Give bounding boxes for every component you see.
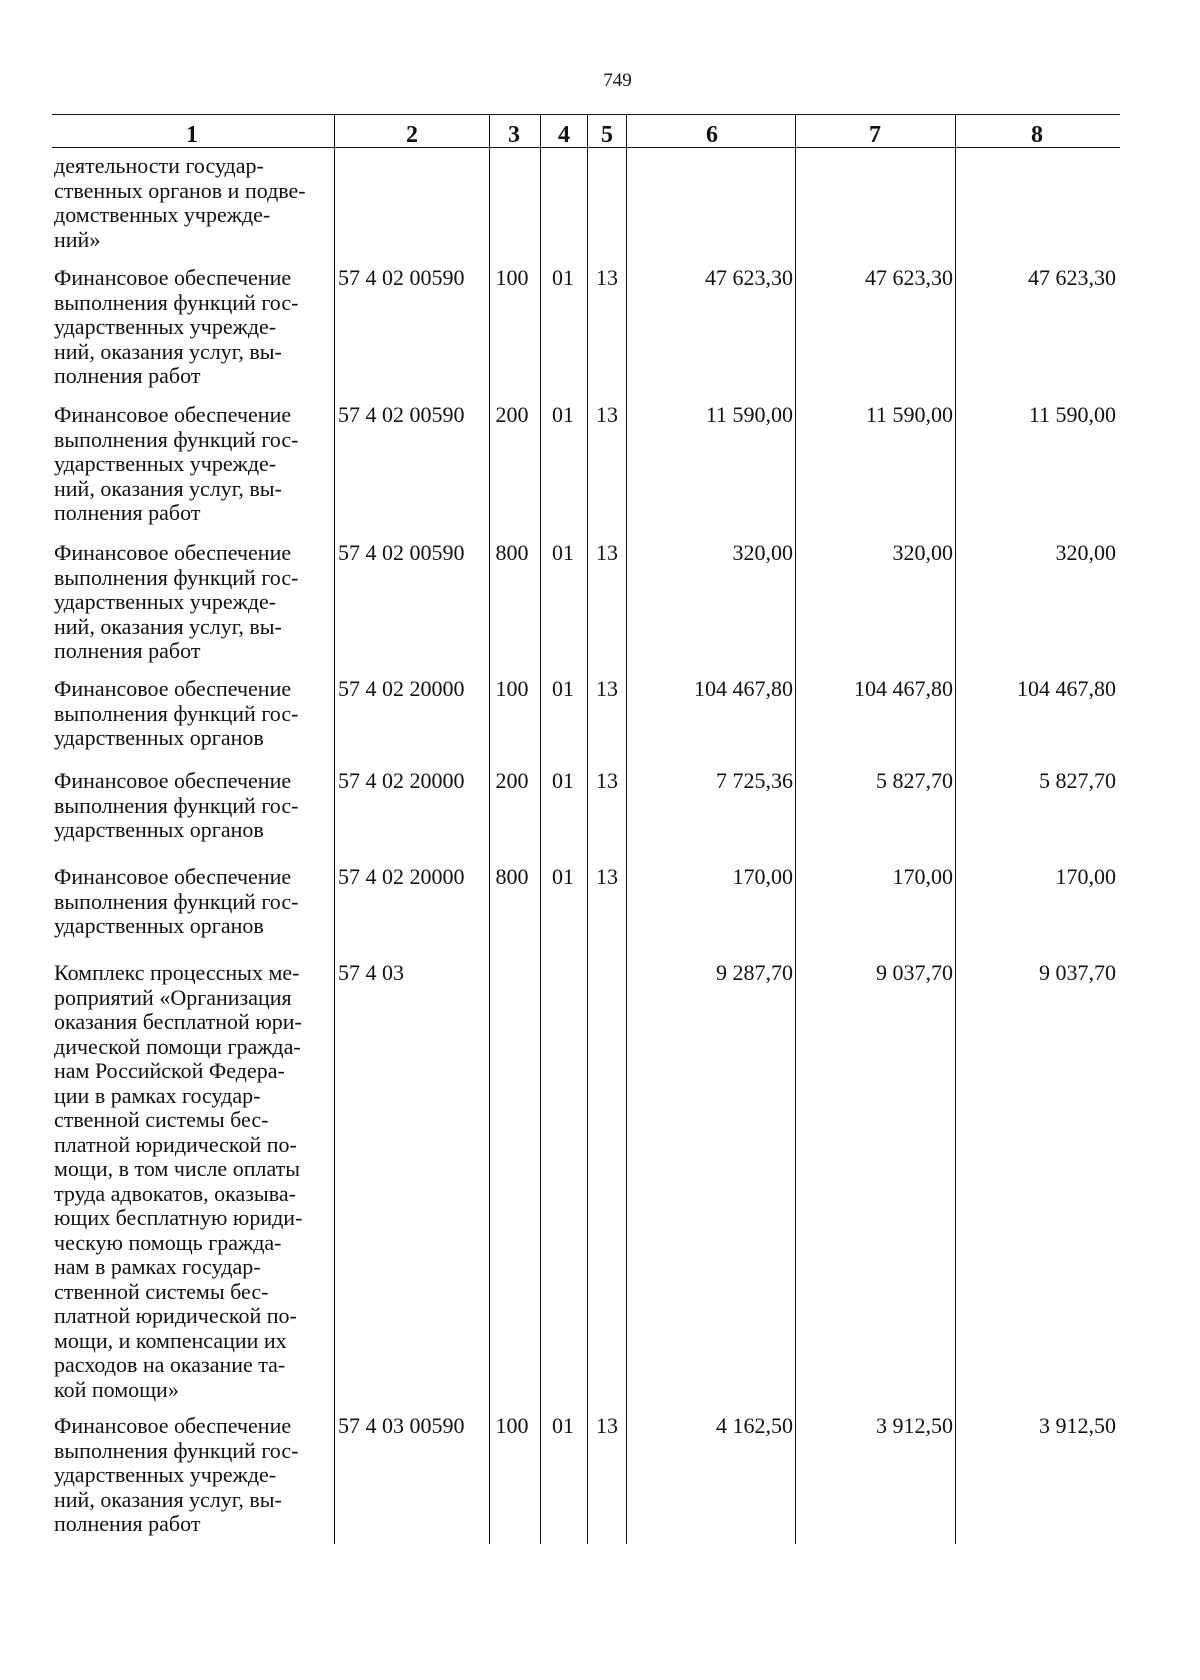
amount-col-7: 11 590,00	[865, 402, 953, 427]
column-header-2: 2	[406, 122, 418, 148]
column-divider	[334, 114, 335, 1544]
expense-type-code: 100	[495, 265, 529, 290]
description-line: кой помощи»	[54, 1376, 179, 1402]
description-line: Комплекс процессных ме-	[54, 960, 300, 985]
section-code: 01	[552, 265, 574, 290]
description-line: платной юридической по-	[54, 1303, 297, 1328]
column-header-3: 3	[508, 122, 520, 148]
description-line: ударственных учрежде-	[54, 589, 277, 614]
column-divider	[587, 114, 588, 1544]
section-code: 01	[552, 864, 574, 889]
amount-col-6: 9 287,70	[716, 960, 793, 985]
amount-col-6: 170,00	[732, 864, 793, 889]
description-line: Финансовое обеспечение	[54, 1413, 292, 1438]
description-line: ударственных органов	[54, 817, 264, 842]
description-line: Финансовое обеспечение	[54, 540, 292, 565]
amount-col-7: 170,00	[892, 864, 953, 889]
target-article-code: 57 4 02 00590	[338, 540, 465, 565]
page-number: 749	[603, 70, 632, 91]
amount-col-8: 104 467,80	[1017, 676, 1116, 701]
column-divider	[489, 114, 490, 1544]
description-line: ударственных учрежде-	[54, 314, 277, 339]
table-row-description	[54, 541, 328, 664]
subsection-code: 13	[596, 864, 618, 889]
target-article-code: 57 4 02 20000	[338, 768, 465, 793]
budget-table	[52, 114, 1120, 1544]
description-line: полнения работ	[54, 500, 201, 525]
description-line: ний, оказания услуг, вы-	[54, 475, 282, 501]
table-row-description	[54, 769, 328, 843]
section-code: 01	[552, 1413, 574, 1438]
column-header-4: 4	[558, 122, 570, 148]
amount-col-7: 104 467,80	[854, 676, 953, 701]
section-code: 01	[552, 676, 574, 701]
section-code: 01	[552, 402, 574, 427]
expense-type-code: 800	[495, 540, 529, 565]
expense-type-code: 200	[495, 402, 529, 427]
subsection-code: 13	[596, 265, 618, 290]
amount-col-6: 320,00	[732, 540, 793, 565]
table-row-description	[54, 865, 328, 939]
description-line: ний, оказания услуг, вы-	[54, 338, 282, 364]
amount-col-6: 47 623,30	[705, 265, 793, 290]
amount-col-8: 170,00	[1055, 864, 1116, 889]
target-article-code: 57 4 02 20000	[338, 676, 465, 701]
description-line: труда адвокатов, оказыва-	[54, 1180, 296, 1206]
description-line: дической помощи гражда-	[54, 1033, 301, 1059]
amount-col-7: 47 623,30	[865, 265, 953, 290]
description-line: выполнения функций гос-	[54, 1437, 299, 1463]
amount-col-6: 4 162,50	[716, 1413, 793, 1438]
column-header-1: 1	[186, 122, 198, 148]
column-divider	[626, 114, 627, 1544]
amount-col-8: 47 623,30	[1028, 265, 1116, 290]
column-header-6: 6	[706, 122, 718, 148]
description-line: ческую помощь гражда-	[54, 1229, 282, 1255]
target-article-code: 57 4 02 00590	[338, 402, 465, 427]
table-row-description	[54, 403, 328, 526]
description-line: ударственных учрежде-	[54, 1462, 277, 1487]
description-line: выполнения функций гос-	[54, 792, 299, 818]
column-divider	[795, 114, 796, 1544]
description-line: выполнения функций гос-	[54, 426, 299, 452]
amount-col-6: 104 467,80	[694, 676, 793, 701]
amount-col-7: 9 037,70	[876, 960, 953, 985]
amount-col-6: 7 725,36	[716, 768, 793, 793]
description-line: полнения работ	[54, 1511, 201, 1536]
description-line: нам в рамках государ-	[54, 1254, 261, 1279]
subsection-code: 13	[596, 768, 618, 793]
column-divider	[540, 114, 541, 1544]
description-line: ний»	[54, 226, 101, 252]
amount-col-8: 11 590,00	[1028, 402, 1116, 427]
description-line: ударственных учрежде-	[54, 451, 277, 476]
amount-col-8: 5 827,70	[1039, 768, 1116, 793]
description-line: мощи, и компенсации их	[54, 1327, 287, 1353]
description-line: мощи, в том числе оплаты	[54, 1156, 301, 1181]
description-line: Финансовое обеспечение	[54, 768, 292, 793]
description-line: Финансовое обеспечение	[54, 864, 292, 889]
description-line: Финансовое обеспечение	[54, 265, 292, 290]
column-header-7: 7	[869, 122, 881, 148]
subsection-code: 13	[596, 1413, 618, 1438]
section-code: 01	[552, 768, 574, 793]
subsection-code: 13	[596, 676, 618, 701]
expense-type-code: 200	[495, 768, 529, 793]
table-row-description	[54, 154, 328, 252]
amount-col-8: 320,00	[1055, 540, 1116, 565]
description-line: ний, оказания услуг, вы-	[54, 1486, 282, 1512]
expense-type-code: 100	[495, 676, 529, 701]
target-article-code: 57 4 03 00590	[338, 1413, 465, 1438]
description-line: выполнения функций гос-	[54, 564, 299, 590]
amount-col-7: 5 827,70	[876, 768, 953, 793]
table-top-rule	[52, 114, 1120, 115]
amount-col-8: 3 912,50	[1039, 1413, 1116, 1438]
description-line: расходов на оказание та-	[54, 1352, 286, 1377]
subsection-code: 13	[596, 402, 618, 427]
description-line: нам Российской Федера-	[54, 1058, 285, 1083]
amount-col-7: 3 912,50	[876, 1413, 953, 1438]
amount-col-6: 11 590,00	[705, 402, 793, 427]
description-line: ственной системы бес-	[54, 1278, 269, 1304]
expense-type-code: 800	[495, 864, 529, 889]
column-divider	[955, 114, 956, 1544]
subsection-code: 13	[596, 540, 618, 565]
description-line: оказания бесплатной юри-	[54, 1009, 302, 1034]
target-article-code: 57 4 03	[338, 960, 404, 985]
description-line: ции в рамках государ-	[54, 1082, 261, 1108]
column-header-8: 8	[1031, 122, 1043, 148]
description-line: платной юридической по-	[54, 1131, 297, 1157]
description-line: роприятий «Организация	[54, 984, 292, 1010]
table-row-description	[54, 961, 328, 1402]
description-line: полнения работ	[54, 363, 201, 388]
description-line: выполнения функций гос-	[54, 888, 299, 914]
section-code: 01	[552, 540, 574, 565]
column-header-5: 5	[601, 122, 613, 148]
expense-type-code: 100	[495, 1413, 529, 1438]
amount-col-8: 9 037,70	[1039, 960, 1116, 985]
description-line: Финансовое обеспечение	[54, 676, 292, 701]
table-row-description	[54, 1414, 328, 1537]
description-line: ний, оказания услуг, вы-	[54, 613, 282, 639]
description-line: домственных учрежде-	[54, 202, 271, 227]
description-line: ударственных органов	[54, 913, 264, 938]
table-row-description	[54, 677, 328, 751]
description-line: ударственных органов	[54, 725, 264, 750]
description-line: ственной системы бес-	[54, 1107, 269, 1132]
amount-col-7: 320,00	[892, 540, 953, 565]
target-article-code: 57 4 02 20000	[338, 864, 465, 889]
description-line: ющих бесплатную юриди-	[54, 1205, 303, 1230]
description-line: выполнения функций гос-	[54, 700, 299, 726]
description-line: выполнения функций гос-	[54, 289, 299, 315]
target-article-code: 57 4 02 00590	[338, 265, 465, 290]
description-line: полнения работ	[54, 638, 201, 663]
table-row-description	[54, 266, 328, 389]
description-line: деятельности государ-	[54, 153, 264, 178]
description-line: ственных органов и подве-	[54, 177, 306, 203]
description-line: Финансовое обеспечение	[54, 402, 292, 427]
